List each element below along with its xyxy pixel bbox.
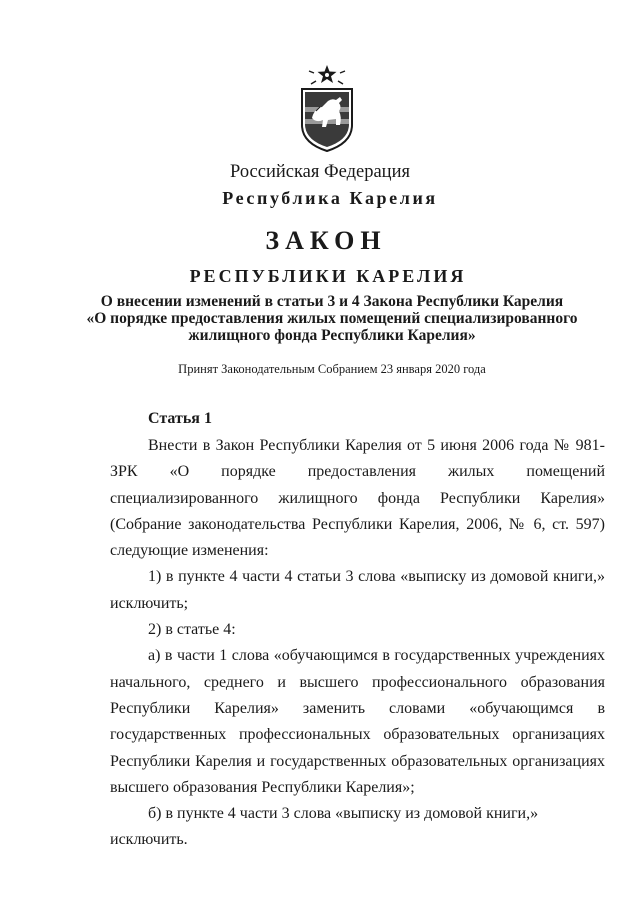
article-paragraph: 1) в пункте 4 части 4 статьи 3 слова «выписку из домовой книги,» исключить; <box>110 568 605 612</box>
star-icon <box>309 65 345 84</box>
article-paragraph: а) в части 1 слова «обучающимся в государственных учреждениях начального, среднего и высшего профессионального образования Республики Карелия» заменить словами «обучающимся в государственных профессиональных образовательных организациях Республики Карелия и государственных образовательных организациях высшего образования Республики Карелия»; <box>110 647 605 796</box>
adoption-note: Принят Законодательным Собранием 23 января 2020 года <box>178 362 486 376</box>
law-subject-title <box>12 293 640 344</box>
republic-name: Республика Карелия <box>222 188 438 208</box>
article-title: Статья 1 <box>148 410 212 427</box>
coat-of-arms-emblem <box>296 63 358 153</box>
subject-line: О внесении изменений в статьи 3 и 4 Закона Республики Карелия <box>100 293 564 310</box>
country-name: Российская Федерация <box>229 162 410 182</box>
document-type-heading: ЗАКОН <box>265 226 387 255</box>
article-paragraph: 2) в статье 4: <box>148 621 236 639</box>
article-body <box>110 433 605 854</box>
article-paragraph: б) в пункте 4 части 3 слова «выписку из домовой книги,» исключить. <box>110 805 539 849</box>
subject-line: жилищного фонда Республики Карелия» <box>188 327 476 344</box>
article-paragraph: Внести в Закон Республики Карелия от 5 июня 2006 года № 981-ЗРК «О порядке предоставления жилых помещений специализированного жилищного фонда Республики Карелия» (Собрание законодательства Республики Карелия, 2006, № 6, ст. 597) следующие изменения: <box>110 437 605 560</box>
document-issuer-heading: РЕСПУБЛИКИ КАРЕЛИЯ <box>189 266 467 286</box>
subject-line: «О порядке предоставления жилых помещений специализированного <box>86 310 578 327</box>
